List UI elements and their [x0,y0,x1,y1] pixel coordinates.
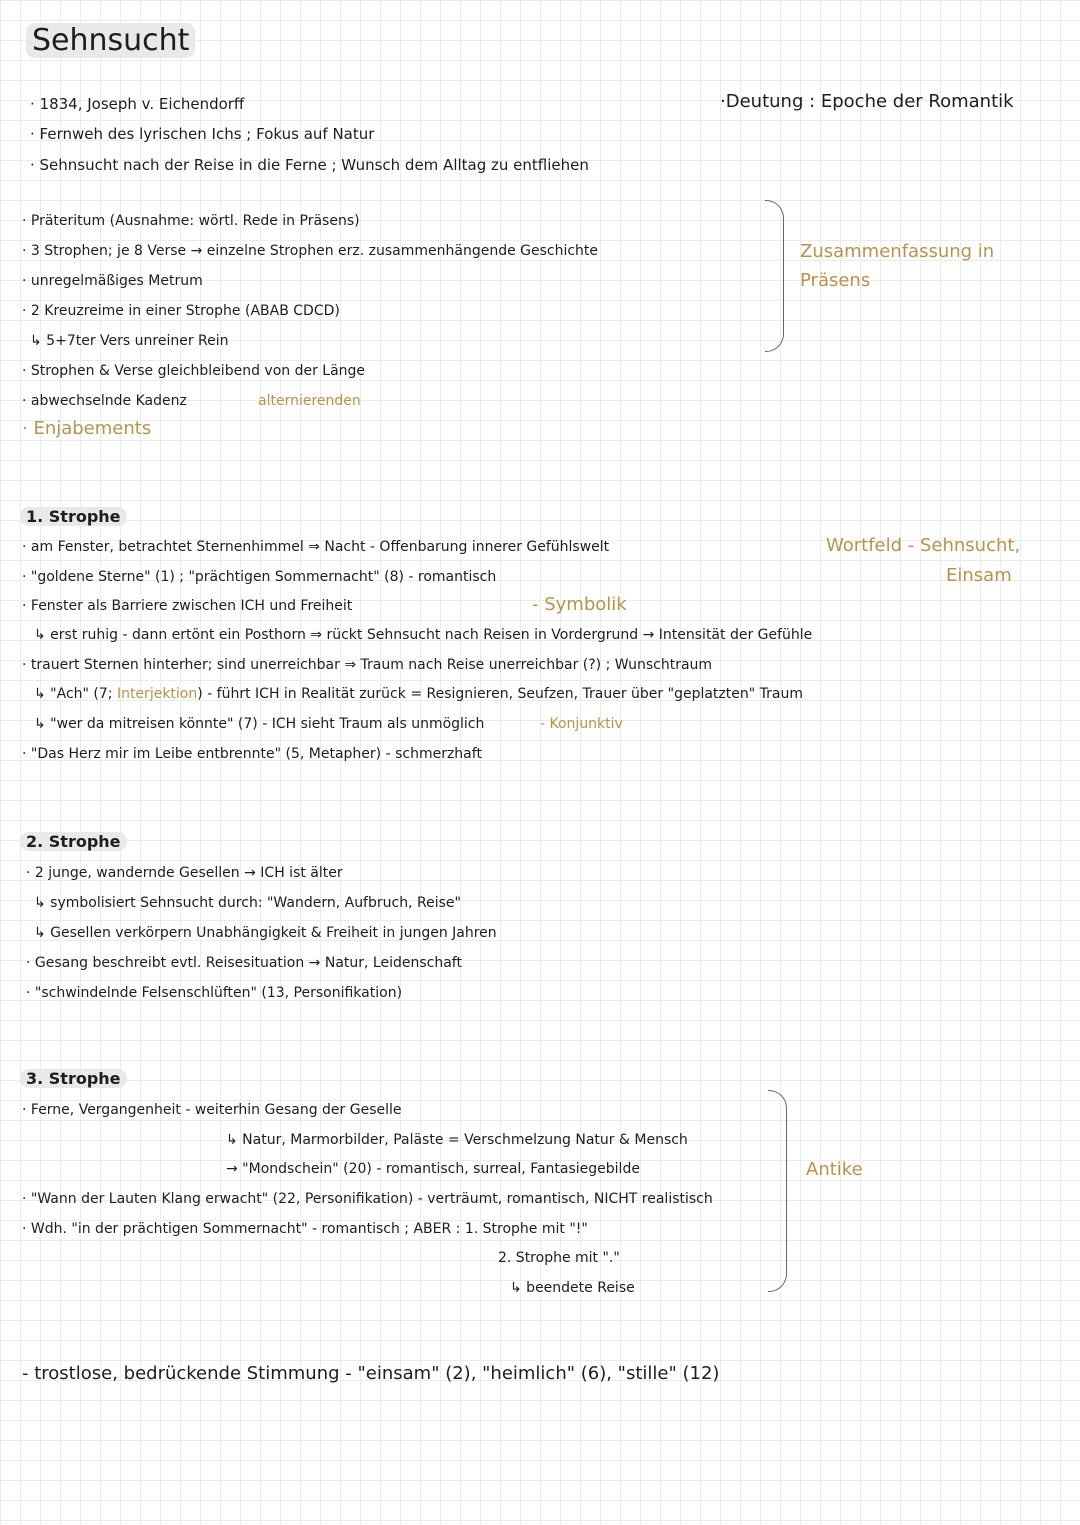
summary-note: Zusammenfassung in [800,241,995,262]
strophe-1-line: ↳ erst ruhig - dann ertönt ein Posthorn ⇒ rückt Sehnsucht nach Reisen in Vordergrund → Intensität der Gefühle [34,627,813,643]
antike-note: Antike [806,1159,863,1180]
wortfeld-note: Einsam [946,565,1012,586]
header-line: · 1834, Joseph v. Eichendorff [30,95,245,113]
page-title: Sehnsucht [26,22,195,60]
strophe-3-line: ↳ Natur, Marmorbilder, Paläste = Verschmelzung Natur & Mensch [226,1132,688,1148]
strophe-2-line: ↳ Gesellen verkörpern Unabhängigkeit & Freiheit in jungen Jahren [34,925,497,941]
strophe-1-line: · "Das Herz mir im Leibe entbrennte" (5, Metapher) - schmerzhaft [22,746,482,762]
strophe-2-line: ↳ symbolisiert Sehnsucht durch: "Wandern, Aufbruch, Reise" [34,895,461,911]
strophe-1-line: · trauert Sternen hinterher; sind unerreichbar ⇒ Traum nach Reise unerreichbar (?) ; Wunschtraum [22,657,713,673]
symbolik-note: - Symbolik [532,594,627,615]
wortfeld-note: Wortfeld - Sehnsucht, [826,535,1021,556]
strophe-3-line: · Ferne, Vergangenheit - weiterhin Gesang der Geselle [22,1102,402,1118]
strophe-1-line: ↳ "Ach" (7; Interjektion) - führt ICH in Realität zurück = Resignieren, Seufzen, Trauer über "geplatzten" Traum [34,686,803,702]
form-line: · unregelmäßiges Metrum [22,273,203,289]
form-line: · 3 Strophen; je 8 Verse → einzelne Strophen erz. zusammenhängende Geschichte [22,243,599,259]
strophe-3-line: → "Mondschein" (20) - romantisch, surreal, Fantasiegebilde [226,1161,640,1177]
deutung-label: ·Deutung : Epoche der Romantik [720,91,1014,112]
strophe-1-line: · am Fenster, betrachtet Sternenhimmel ⇒ Nacht - Offenbarung innerer Gefühlswelt [22,539,610,555]
strophe-2-line: · 2 junge, wandernde Gesellen → ICH ist älter [26,865,343,881]
form-line: · abwechselnde Kadenz [22,393,187,409]
strophe-3-line: ↳ beendete Reise [510,1280,635,1296]
antike-brace [768,1090,787,1292]
form-line: · Strophen & Verse gleichbleibend von der Länge [22,363,366,379]
form-line: ↳ 5+7ter Vers unreiner Rein [30,333,229,349]
kadenz-note: alternierenden [258,393,361,409]
strophe-3-line: · Wdh. "in der prächtigen Sommernacht" - romantisch ; ABER : 1. Strophe mit "!" [22,1221,588,1237]
interjektion-label: Interjektion [116,686,198,702]
strophe-1-line: ↳ "wer da mitreisen könnte" (7) - ICH sieht Traum als unmöglich [34,716,485,732]
strophe-2-heading: 2. Strophe [20,833,127,851]
strophe-3-line: · "Wann der Lauten Klang erwacht" (22, Personifikation) - verträumt, romantisch, NICHT realistisch [22,1191,713,1207]
strophe-1-heading: 1. Strophe [20,508,127,526]
mood-summary: - trostlose, bedrückende Stimmung - "einsam" (2), "heimlich" (6), "stille" (12) [22,1363,720,1384]
summary-brace [765,200,784,352]
form-line: · Präteritum (Ausnahme: wörtl. Rede in Präsens) [22,213,360,229]
konjunktiv-note: - Konjunktiv [540,716,623,732]
strophe-1-line: · Fenster als Barriere zwischen ICH und Freiheit [22,598,353,614]
strophe-3-heading: 3. Strophe [20,1070,127,1088]
header-line: · Fernweh des lyrischen Ichs ; Fokus auf Natur [30,125,375,143]
form-line: · 2 Kreuzreime in einer Strophe (ABAB CDCD) [22,303,340,319]
strophe-2-line: · "schwindelnde Felsenschlüften" (13, Personifikation) [26,985,403,1001]
strophe-2-line: · Gesang beschreibt evtl. Reisesituation → Natur, Leidenschaft [26,955,462,971]
strophe-1-line: · "goldene Sterne" (1) ; "prächtigen Sommernacht" (8) - romantisch [22,569,497,585]
header-line: · Sehnsucht nach der Reise in die Ferne ; Wunsch dem Alltag zu entfliehen [30,156,589,174]
enjambements-line: · Enjabements [22,418,152,439]
strophe-3-line: 2. Strophe mit "." [498,1250,620,1266]
summary-note: Präsens [800,270,871,291]
